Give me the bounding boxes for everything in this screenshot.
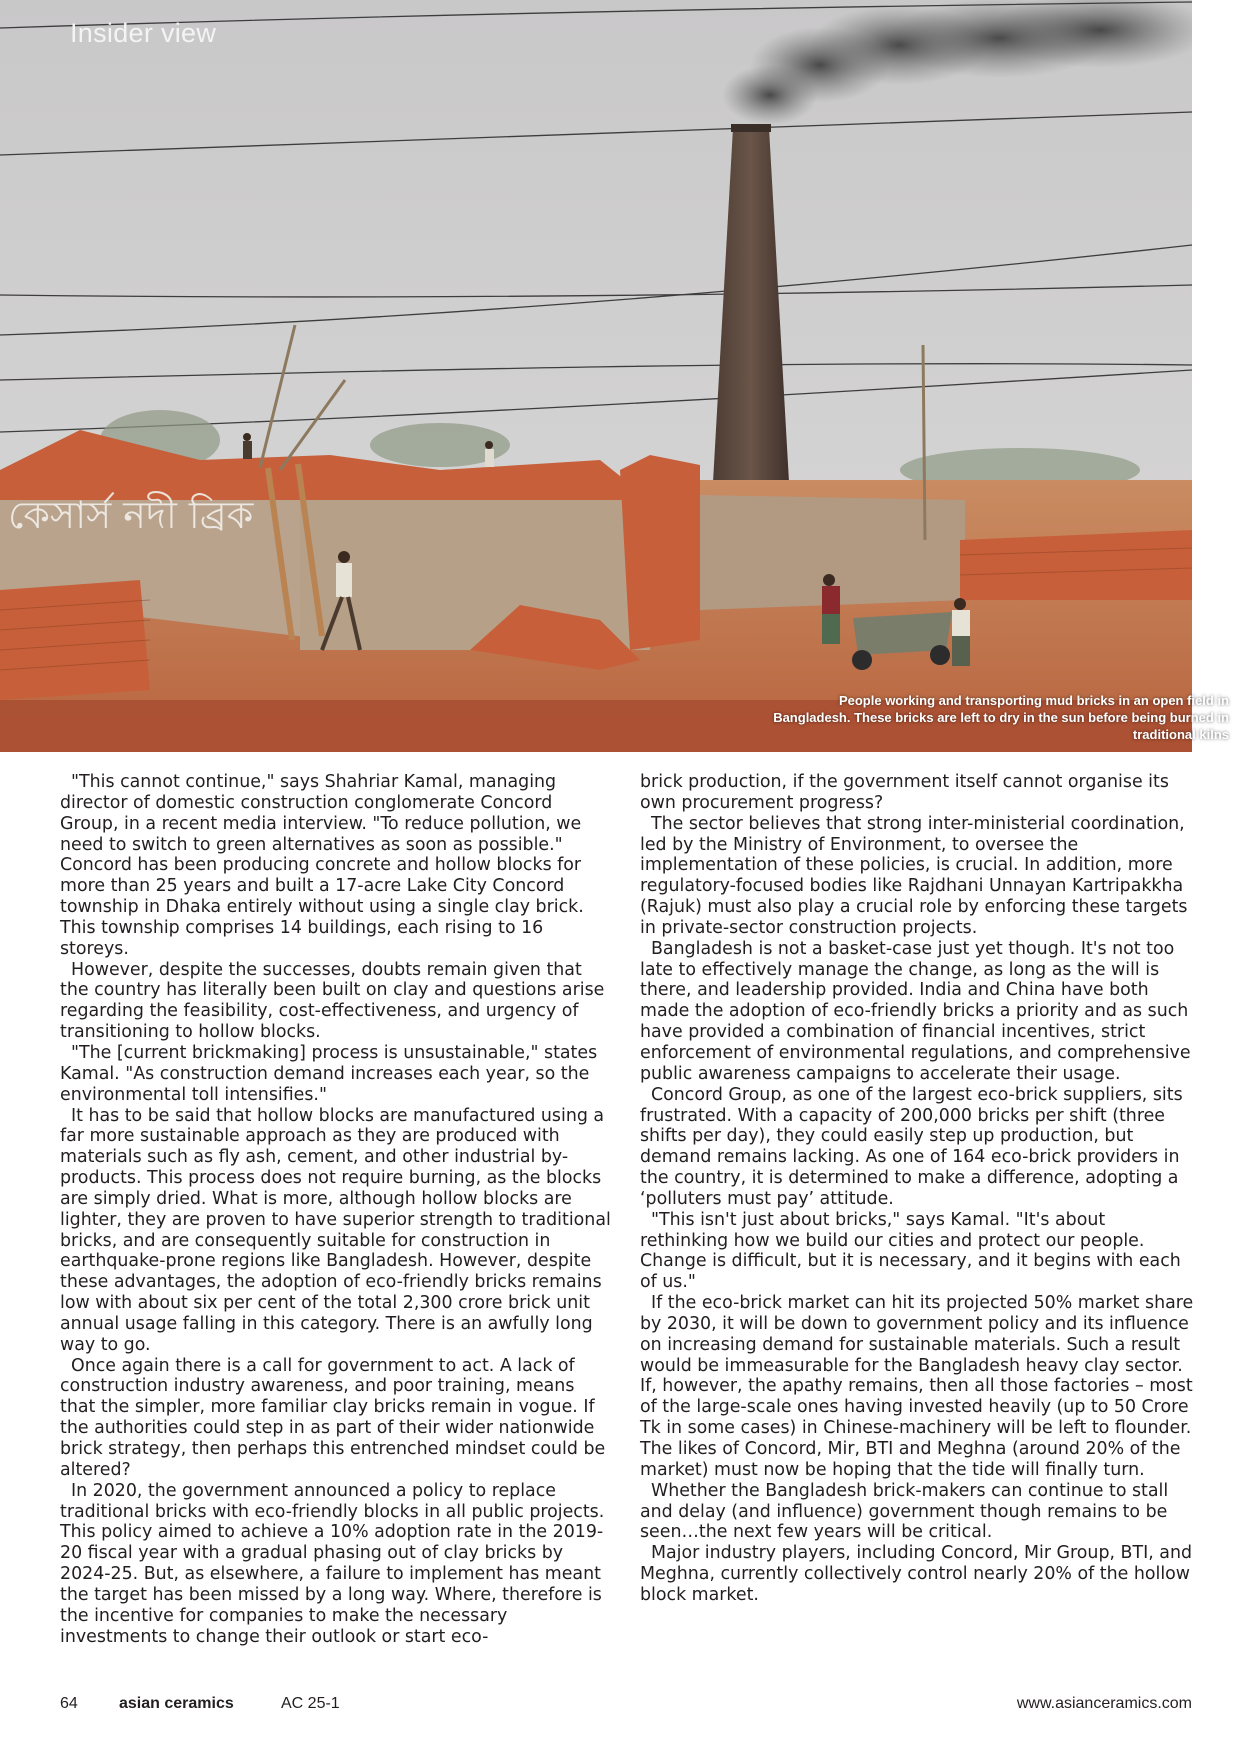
paragraph: "This isn't just about bricks," says Kamal. "It's about rethinking how we build our cities and protect our people. Change is difficult, but it is necessary, and it begins with each of us." xyxy=(640,1209,1181,1293)
page-footer xyxy=(60,1695,1192,1717)
paragraph: brick production, if the government itself cannot organise its own procurement progress? xyxy=(640,772,1169,813)
section-label: Insider view xyxy=(70,18,217,48)
photo-caption: People working and transporting mud bricks in an open field in Bangladesh. These bricks are left to dry in the sun before being burned in traditional kilns xyxy=(773,693,1229,742)
paragraph: Bangladesh is not a basket-case just yet though. It's not too late to effectively manage the change, as long as the will is there, and leadership provided. India and China have both made the adoption of eco-friendly bricks a priority and as such have provided a combination of financial incentives, strict enforcement of environmental regulations, and comprehensive public awareness campaigns to accelerate their usage. xyxy=(640,938,1191,1084)
paragraph: Major industry players, including Concord, Mir Group, BTI, and Meghna, currently collectively control nearly 20% of the hollow block market. xyxy=(640,1543,1193,1605)
paragraph: If the eco-brick market can hit its projected 50% market share by 2030, it will be down to government policy and its influence on increasing demand for sustainable materials. Such a result would be immeasurable for the Bangladesh heavy clay sector. If, however, the apathy remains, then all those factories – most of the large-scale ones having invested heavily (up to 50 Crore Tk in some cases) in Chinese-machinery will be left to flounder. The likes of Concord, Mir, BTI and Meghna (around 20% of the market) must now be hoping that the tide will finally turn. xyxy=(640,1293,1194,1480)
website-link[interactable]: www.asianceramics.com xyxy=(1016,1695,1192,1712)
page-number: 64 xyxy=(60,1695,78,1712)
paragraph: Concord Group, as one of the largest eco-brick suppliers, sits frustrated. With a capacity of 200,000 bricks per shift (three shifts per day), they could easily step up production, but demand remains lacking. As one of 164 eco-brick providers in the country, it is determined to make a difference, adopting a ‘polluters must pay’ attitude. xyxy=(640,1084,1183,1209)
paragraph: In 2020, the government announced a policy to replace traditional bricks with eco-friendly blocks in all public projects. This policy aimed to achieve a 10% adoption rate in the 2019-20 fiscal year with a gradual phasing out of clay bricks by 2024-25. But, as elsewhere, a failure to implement has meant the target has been missed by a long way. Where, therefore is the incentive for companies to make the necessary investments to change their outlook or start eco- xyxy=(60,1480,605,1647)
paragraph: "This cannot continue," says Shahriar Kamal, managing director of domestic construction conglomerate Concord Group, in a recent media interview. "To reduce pollution, we need to switch to green alternatives as soon as possible." Concord has been producing concrete and hollow blocks for more than 25 years and built a 17-acre Lake City Concord township in Dhaka entirely without using a single clay brick. This township comprises 14 buildings, each rising to 16 storeys. xyxy=(60,772,584,959)
article-column-left xyxy=(60,772,615,1647)
paragraph: "The [current brickmaking] process is unsustainable," states Kamal. "As construction demand increases each year, so the environmental toll intensifies." xyxy=(60,1042,598,1105)
photo-illustration xyxy=(0,0,1192,752)
paragraph: Once again there is a call for government to act. A lack of construction industry awareness, and poor training, means that the simpler, more familiar clay bricks remain in vogue. If the authorities could step in as part of their wider nationwide brick strategy, then perhaps this entrenched mindset could be altered? xyxy=(60,1355,606,1480)
article-column-right xyxy=(640,772,1195,1606)
issue-number: AC 25-1 xyxy=(281,1695,340,1712)
paragraph: Whether the Bangladesh brick-makers can continue to stall and delay (and influence) government though remains to be seen…the next few years will be critical. xyxy=(640,1480,1169,1543)
kiln-wall-text: কেসার্স নদী ব্রিক xyxy=(8,493,254,537)
brick-field-photo xyxy=(0,0,1192,752)
magazine-title: asian ceramics xyxy=(119,1695,234,1712)
paragraph: The sector believes that strong inter-ministerial coordination, led by the Ministry of Environment, to oversee the implementation of these policies, is crucial. In addition, more regulatory-focused bodies like Rajdhani Unnayan Kartripakkha (Rajuk) must also play a crucial role by enforcing these targets in private-sector construction projects. xyxy=(640,813,1188,938)
paragraph: It has to be said that hollow blocks are manufactured using a far more sustainable approach as they are produced with materials such as fly ash, cement, and other industrial by-products. This process does not require burning, as the blocks are simply dried. What is more, although hollow blocks are lighter, they are proven to have superior strength to traditional bricks, and are consequently suitable for construction in earthquake-prone regions like Bangladesh. However, despite these advantages, the adoption of eco-friendly bricks remains low with about six per cent of the total 2,300 crore brick unit annual usage falling in this category. There is an awfully long way to go. xyxy=(60,1105,611,1355)
paragraph: However, despite the successes, doubts remain given that the country has literally been built on clay and questions arise regarding the feasibility, cost-effectiveness, and urgency of transitioning to hollow blocks. xyxy=(60,959,605,1043)
